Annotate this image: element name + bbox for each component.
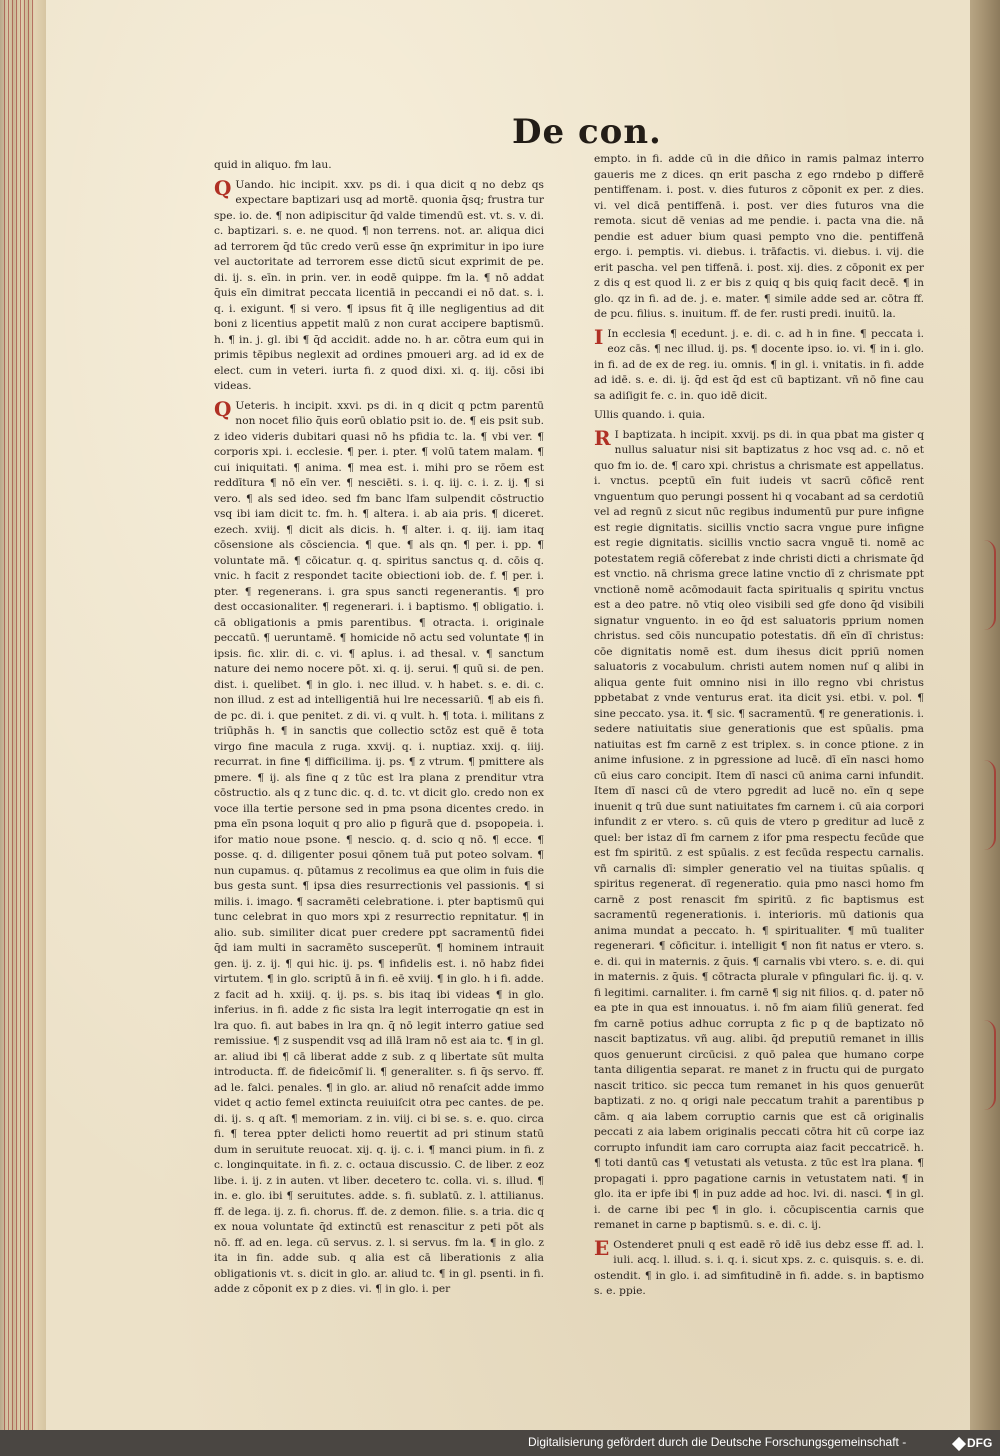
rubricated-initial: E bbox=[594, 1235, 610, 1260]
rubricated-initial: Q bbox=[214, 396, 232, 421]
rubric-mark bbox=[984, 760, 996, 850]
rubricated-initial: I bbox=[594, 324, 604, 349]
dfg-logo: DFG bbox=[954, 1433, 994, 1453]
paragraph: empto. in fi. adde cū in die dñico in ramis palmaz interro gaueris me z dices. qn erit pascha z ego rndebo p differē pentiffenam. i. post. v. dies futuros z cōponit ex per. z dies. vi. vel dicā pentiffenā. i. post. ver dies futuros vna die remota. sicut dē venias ad me pendie. i. pacta vna die. nā pendie est aduer bium quasi pempto vno die. pentiffenā ergo. i. pemptis. vi. diebus. i. trāfactis. vi. diebus. i. vij. die erit pascha. vel pen tiffenā. i. post. xij. dies. z cōponit ex per z dis q est quod li. z er bis z quiq q bis quiq facit decē. ¶ in glo. qz in fi. ad de. j. e. mater. ¶ simile adde sed ar. cōtra ff. de pcu. filius. s. inuitum. ff. de fer. rusti predi. inuitū. la. bbox=[594, 153, 924, 320]
paragraph: R I baptizata. h incipit. xxvij. ps di. in qua pbat ma gister q nullus saluatur nisi sit baptizatus z hoc vsq ad. c. nō et quo fm io. de. ¶ caro xpi. christus a chrismate est appellatus. i. vnctus. pceptū eīn fuit iudeis vt sacrū cōficē rent vnguentum quo perungi possent hi q vocabant ad sa cerdotiū vel ad regnū z sicut nūc regibus indumentū pur pure infigne est regie dignitatis. sicillis vnctio sacra vngue pure infigne est regie dignitatis. sicillis vnctio sacra vnguē ti. nomē ac potestatem regiā cōferebat z inde christi dicti a chrismate q̄d est vnctio. nā chrisma grece latine vnctio dī z chrismate ppt vnctionē nomē acōmodauit facta spiritualis q spiritu vnctus est a deo patre. nō vtiq oleo visibili sed gfe dono q̄d visibili signatur vnguento. in eo q̄d est saluatoris pprium nomen christus. sed cōis nuncupatio potestatis. dñ eīn dī christus: cōe dignitatis nomē est. dum ihesus dicit ppriū nomen saluatoris z vocabulum. christi autem nomen nuſ q alibi in aliqua gente fuit omnino nisi in illo regno vbi christus ppbetabat z vnde venturus erat. ita dicit ysi. etbi. v. pol. ¶ sine peccato. ysa. it. ¶ sic. ¶ sacramentū. ¶ re generationis. i. sedere natiuitatis siue generationis que est spūalis. pma natiuitas est fm carnē z est triplex. s. in conce ptione. z in anime infusione. z in pgressione ad lucē. dī eīn nasci homo cū eius caro concipit. Item dī nasci cū anima carni infundit. Item dī nasci cū de vtero pgredit ad lucē no. eīn q sepe inuenit q trū due sunt natiuitates fm carnem i. cū aia corpori infundit z er vtero. s. cū quis de vtero p greditur ad lucē z quel: ber istaz dī fm carnem z ifor pma respectu fecūde que est fm spiritū. z est spūalis. z est fecūda respectu carnalis. vñ carnalis dī: simpler generatio vel na tiuitas spūalis. q spiritus regenerat. dī regeneratio. quia pmo nasci homo fm carnē z post renascit fm spiritū. z fic baptismus est sacramentū regenerationis. i. interioris. mū dationis qua anima mundat a peccato. h. ¶ spiritualiter. ¶ mū tualiter regenerari. ¶ cōficitur. i. intelligit ¶ non fit natus er vtero. s. e. di. qui in maternis. z q̄uis. ¶ carnalis vbi vtero. s. e. di. qui in maternis. z q̄uis. ¶ cōtracta plurale v pfingulari fic. ij. q. v. fi legitimi. carnaliter. i. fm carnē ¶ sig nit filios. q. d. pater nō ea pte in qua est innouatus. i. nō fm aiam filiū generat. fed fm carnē potius adhuc corrupta z fic p q de baptizato nō nascit baptizatus. vñ aug. alibi. q̄d preputiū remanet in illis quos genuerunt circūcisi. z quō palea que humano corpe tanta diligentia separat. re manet z in fructu qui de purgato nascit tritico. sic pecca tum remanet in his quos genuerūt baptizati. z no. q origi nale peccatum trahit a parentibus p cām. q aia labem corruptio carnis que est cā originalis peccati z aia labem originalis peccati cōtra hit cū corpe iaz corrupto infundit iam caro corrupta aiaz facit peccatricē. h. ¶ toti dantū cas ¶ vetustati als vetusta. z tūc est lra plana. ¶ propagati i. ppro pagatione carnis in vetustatem nati. ¶ in glo. ita er ipfe ibi ¶ in puz adde ad hoc. lvi. di. nasci. ¶ in gl. i. de carne ibi pec ¶ in glo. i. cōcupiscentia carnis que remanet in carne p baptismū. s. e. di. c. ij. bbox=[594, 425, 924, 1231]
text-column-right bbox=[594, 152, 924, 1304]
book-right-edge bbox=[970, 0, 1000, 1430]
rubricated-initial: Q bbox=[214, 175, 232, 200]
rubric-mark bbox=[984, 1020, 996, 1110]
manuscript-page bbox=[46, 0, 970, 1430]
dfg-diamond-icon bbox=[952, 1437, 966, 1451]
footer-bar bbox=[0, 1430, 1000, 1456]
paragraph: Q Uando. hic incipit. xxv. ps di. i qua dicit q no debz qs expectare baptizari usq ad mortē. quonia q̄sq; frustra tur spe. io. de. ¶ non adipiscitur q̄d valde timendū est. vt. s. v. di. c. baptizari. s. e. ne quod. ¶ non terrens. not. ar. aliqua dici ad terrorem q̄d tūc credo verū esse q̄n exprimitur in ipo iure vel auctoritate ad terrorem esse dictū sicut exprimit de pe. di. ij. s. eīn. in prin. ver. in eodē quippe. fm la. ¶ nō addat q̄uis eīn dimitrat peccata licentiā in peccandi ei nō dat. s. i. q. i. exigunt. ¶ si vero. ¶ ipsus fit q̄ ille negligentius ad dit boni z licentius appetit malū z non curat accipere baptismū. h. ¶ in. j. gl. ibi ¶ q̄d accidit. adde no. h ar. cōtra eum qui in primis tēpibus neglexit ad ordines pmoueri arg. ad id ex de elect. cum in veteri. iurta fi. z quod dixi. xi. q. iij. cōsi ibi videas. bbox=[214, 175, 544, 392]
paragraph: Q Ueteris. h incipit. xxvi. ps di. in q dicit q pctm parentū non nocet filio q̄uis eorū oblatio psit io. de. ¶ eis psit sub. z ideo videris dubitari quasi nō hs pfidia tc. la. ¶ vbi ver. ¶ corporis xpi. i. ecclesie. ¶ per. i. pter. ¶ volū tatem malam. ¶ cui iniquitati. ¶ anima. ¶ mea est. i. mihi pro se rōem est reddītura ¶ nō eīn ver. ¶ nesciēti. s. i. q. iij. c. i. z. ij. ¶ si vero. ¶ als sed ideo. sed fm banc lfam sulpendit cōstructio vsq ibi iam dicit tc. fm. h. ¶ altera. i. ab aia pris. ¶ diceret. ezech. xviij. ¶ dicit als dicis. h. ¶ alter. i. q. iij. iam itaq cōsensione als cōsciencia. ¶ que. ¶ als qn. ¶ per. i. pp. ¶ voluntate mā. ¶ cōicatur. q. q. spiritus sanctus q. d. cōis q. vnic. h facit z respondet tacite obiectioni iob. de. f. ¶ per. i. pter. ¶ regenerans. i. gra spus sancti regenerantis. ¶ pro dest occasionaliter. ¶ regenerari. i. i baptismo. ¶ obligatio. i. cā obligationis a pmis parentibus. ¶ otracta. i. originale peccatū. ¶ ueruntamē. ¶ homicide nō actu sed voluntate ¶ in ipsis. fic. xlir. di. c. vi. ¶ aplus. i. ad thesal. v. ¶ sanctum nature dei nemo nocere pōt. xi. q. ij. serui. ¶ quū si. de pen. dist. i. quelibet. ¶ in glo. i. nec illud. v. h habet. s. e. di. c. non illud. z est ad intelligentiā hui lre necessariū. ¶ ab eis fi. de pc. di. i. que penitet. z di. vi. q vult. h. ¶ tota. i. militans z triūphās h. ¶ in sanctis que collectio sctōz est quē ē tota virgo fine macula z ruga. xxvij. q. i. nuptiaz. xxij. q. iiij. recurrat. in fine ¶ difficilima. ij. ps. ¶ z vtrum. ¶ pmittere als pmere. ¶ ij. als fine q z tūc est lra plana z prenditur vtra cōstructio. als q z tunc dic. q. d. tc. vt dicit glo. credo non ex voce illa tertie persone sed in pma psona dicentes credo. in pma eīn psona loquit q pro alio p figurā que d. psopopeia. i. ifor matio noue psone. ¶ nescio. q. d. scio q nō. ¶ ecce. ¶ posse. q. d. diligenter posui qōnem tuā put poteo solvam. ¶ nun cupamus. q. pūtamus z recolimus ea que olim in fuis die bus gesta sunt. ¶ ipsa dies resurrectionis vel passionis. ¶ si milis. i. imago. ¶ sacramēti celebratione. i. pter baptismū qui tunc celebrat in quo mors xpi z resurrectio repnitatur. ¶ in alio. sub. similiter dicat puer credere ppt sacramentū fidei q̄d iam multi in sacramēto susceperūt. ¶ hominem intrauit gen. ij. z. ij. ¶ qui hic. ij. ps. ¶ infidelis est. i. nō habz fidei virtutem. ¶ in glo. scriptū ā in fi. eē xviij. ¶ in glo. h i fi. adde. z facit ad h. xxiij. q. ij. ps. s. bis itaq ibi videas ¶ in glo. inferius. in fi. adde z fic sista lra legit interrogatie qn est in lra quo. fi. aut babes in lra qn. q̄ nō legit interro gatiue sed remissiue. ¶ z suspendit vsq ad illā lram nō est aia tc. ¶ in gl. ar. aliud ibi ¶ cā liberat adde z sub. z q libertate sūt multa introducta. ff. de fideicōmiſ li. ¶ generaliter. s. fi q̄s servo. ff. ad le. falci. penales. ¶ in glo. ar. aliud nō renaſcit adde immo videt q actio femel extincta reuiuiſcit otra pec cantes. de pe. di. ij. s. q aſt. ¶ memoriam. z in. viij. ci bi se. s. e. quo. circa fi. ¶ terea ppter delicti homo reuertit ad pri stinum statū dum in seruitute reuocat. xij. q. ij. c. i. ¶ manci pium. in fi. z c. longinquitate. in fi. z. c. octaua discussio. C. de liber. z eoz libe. i. ij. z in auten. vt liber. decetero tc. colla. vi. s. illud. ¶ in. e. glo. ibi ¶ seruitutes. adde. s. fi. sublatū. z. l. attilianus. ff. de lega. ij. z. fi. chorus. ff. de. z demon. filie. s. a tria. dic q ex noua voluntate q̄d extinctū est renascitur z peti pōt als nō. ff. ad en. lega. cū servus. z. l. si servus. fm la. ¶ in glo. z ita in fin. adde sub. q alia est cā liberationis z alia obligationis vt. s. dicit in glo. ar. aliud tc. ¶ in gl. psenti. in fi. adde z cōponit ex p z dies. vi. ¶ in glo. i. per bbox=[214, 396, 544, 1295]
book-page-edges bbox=[0, 0, 46, 1430]
paragraph: I In ecclesia ¶ ecedunt. j. e. di. c. ad h in fine. ¶ peccata i. eoz cās. ¶ nec illud. ij. ps. ¶ docente ipso. io. vi. ¶ in i. glo. in fi. ad de ex de reg. iu. omnis. ¶ in gl. i. vnitatis. in fi. adde ad idē. s. e. di. ij. q̄d est q̄d est cū baptizant. vñ nō fine cau sa adiſigit fe. c. in. quo idē dicit. bbox=[594, 324, 924, 402]
text-column-left bbox=[214, 158, 544, 1302]
paragraph: quid in aliquo. fm lau. bbox=[214, 159, 332, 171]
rubricated-initial: R bbox=[594, 425, 611, 450]
rubric-mark bbox=[984, 540, 996, 630]
paragraph: E Ostenderet pnuli q est eadē rō idē ius debz esse ff. ad. l. iuli. acq. l. illud. s. i. q. i. sicut xps. z. c. quisquis. s. e. di. ostendit. ¶ in glo. i. ad simfitudinē in fi. adde. s. in baptismo s. e. ppie. bbox=[594, 1235, 924, 1297]
footer-credit-text: Digitalisierung gefördert durch die Deutsche Forschungsgemeinschaft - bbox=[528, 1435, 907, 1449]
paragraph: Ullis quando. i. quia. bbox=[594, 409, 706, 421]
running-head: De con. bbox=[512, 112, 662, 152]
